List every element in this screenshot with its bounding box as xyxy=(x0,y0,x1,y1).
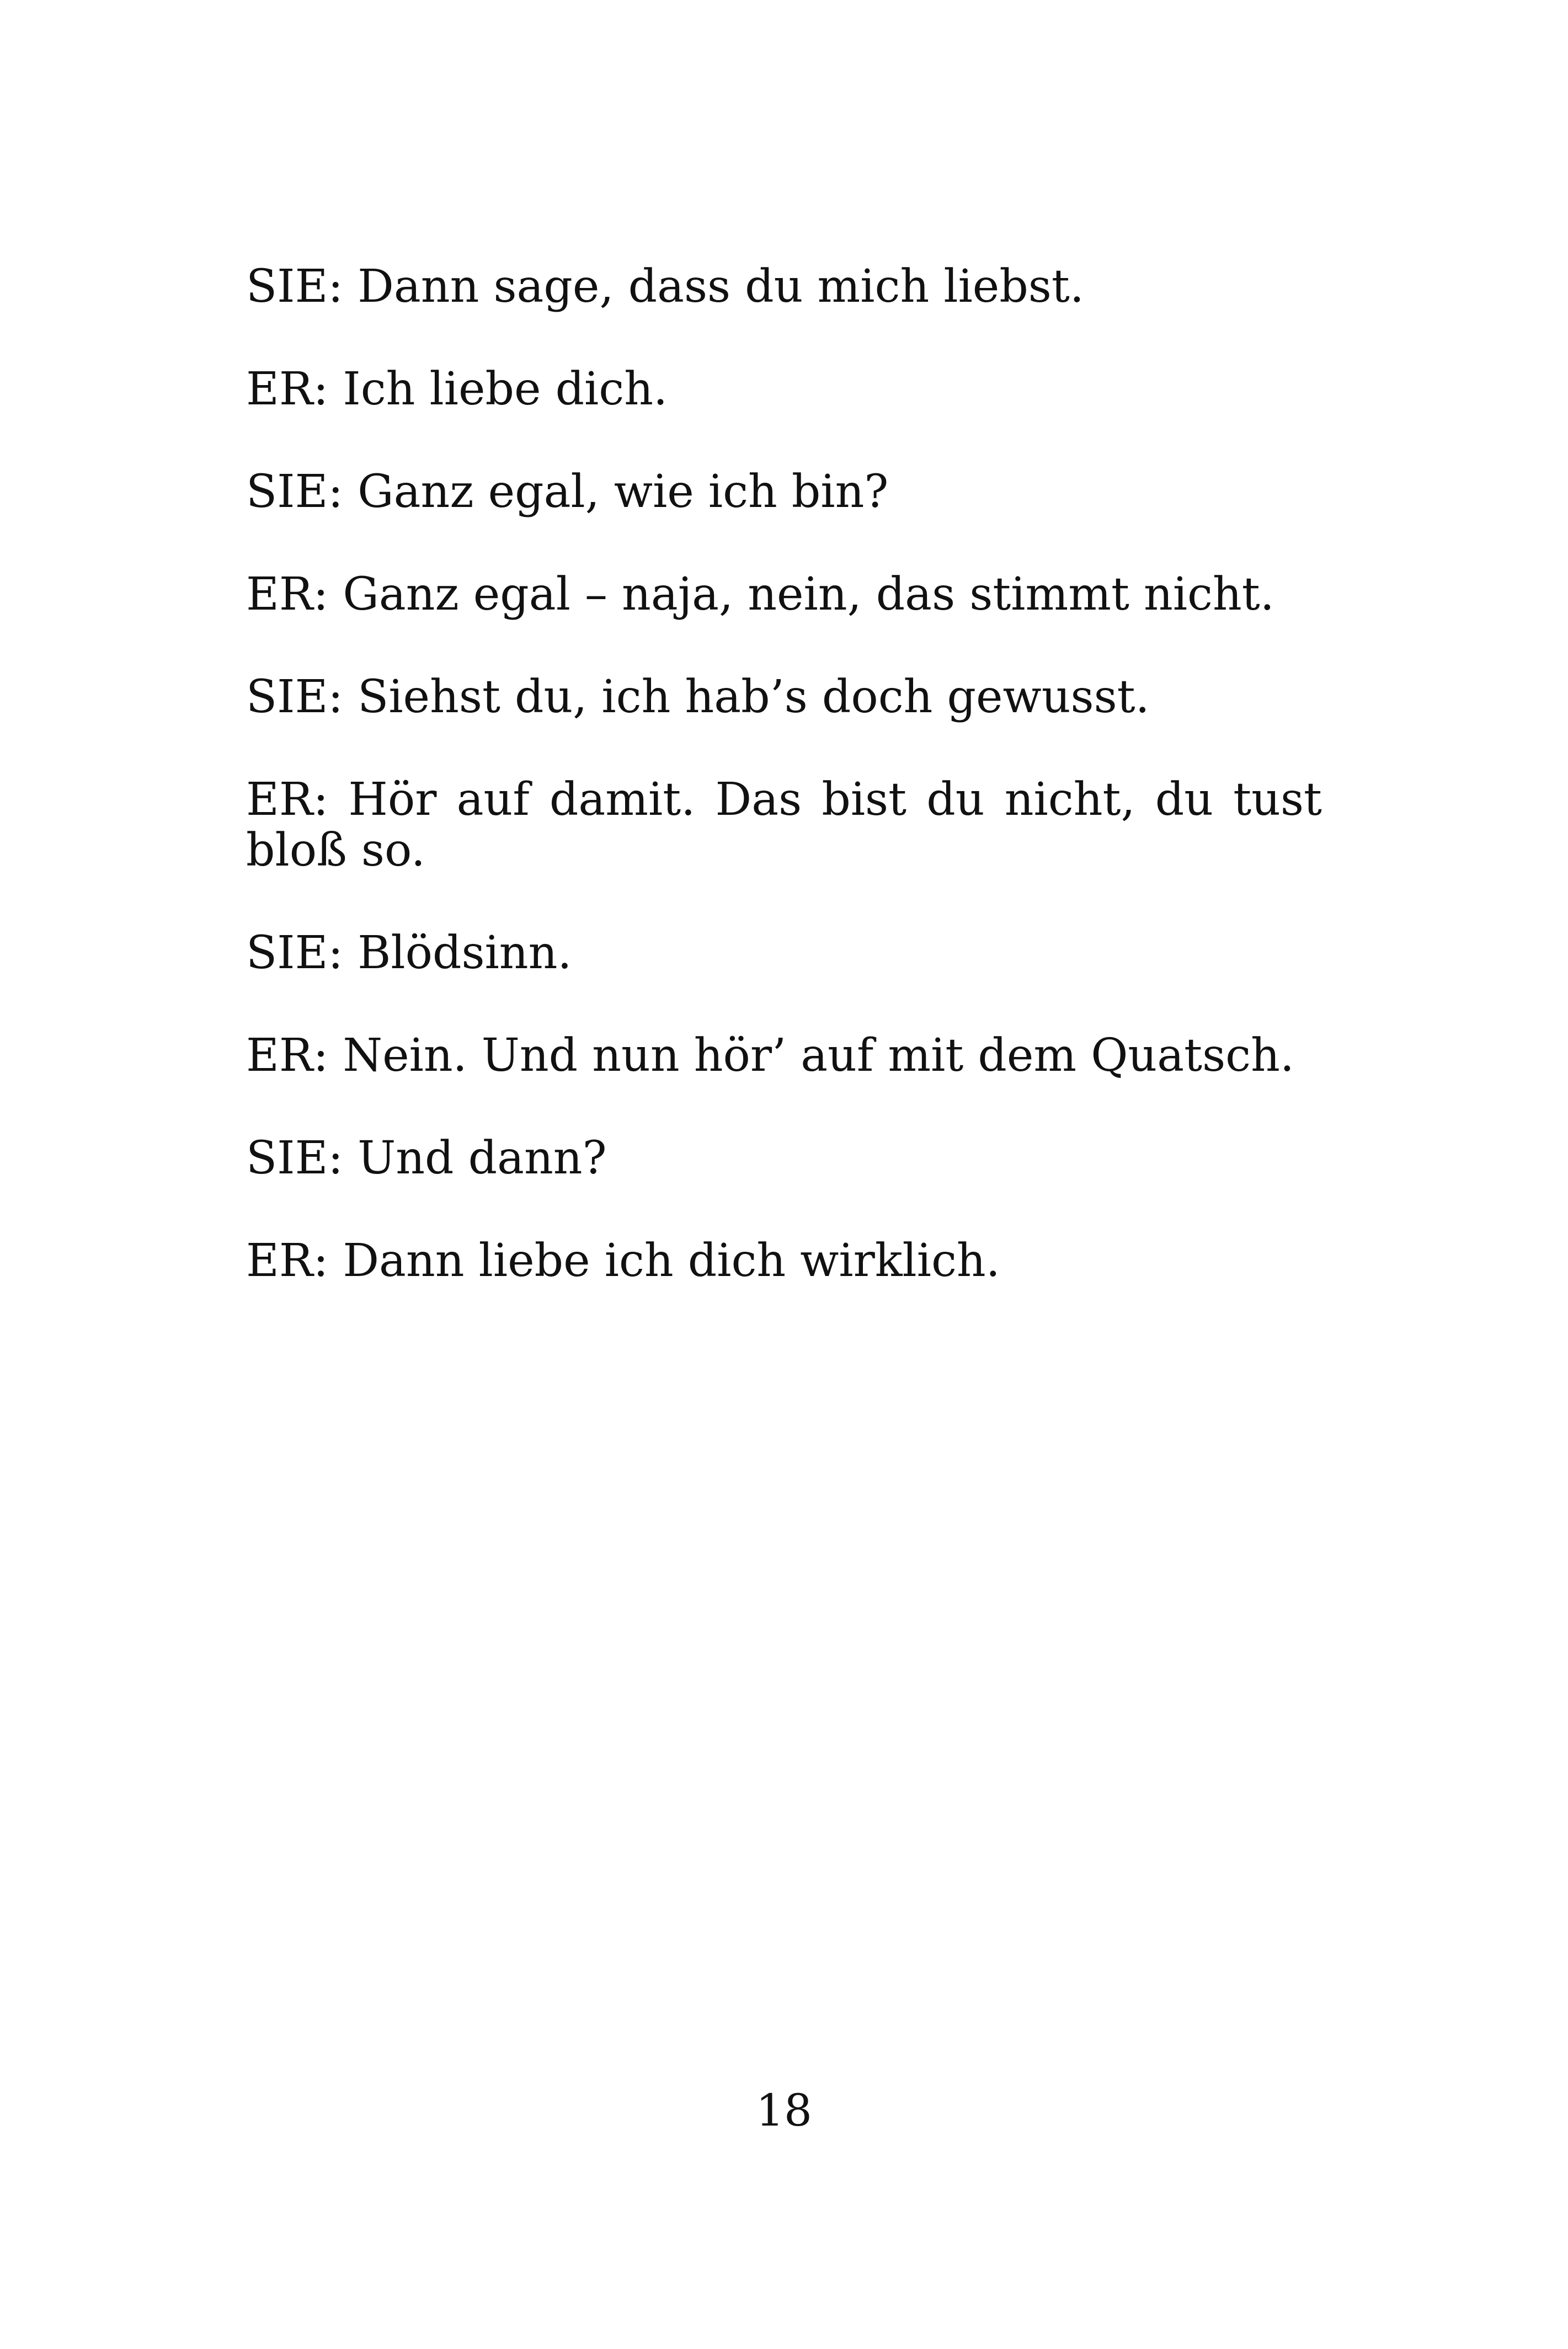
speaker-label: SIE: xyxy=(246,1132,344,1184)
dialogue-text: Hör auf damit. Das bist du nicht, du tust bloß so. xyxy=(246,773,1322,877)
speaker-label: ER: xyxy=(246,363,329,415)
dialogue-line xyxy=(246,1031,1322,1081)
dialogue-line xyxy=(246,1133,1322,1184)
dialogue-line xyxy=(246,467,1322,517)
dialogue-text: Dann sage, dass du mich liebst. xyxy=(358,260,1084,313)
dialogue-line xyxy=(246,1236,1322,1286)
speaker-label: SIE: xyxy=(246,671,344,723)
dialogue-line xyxy=(246,928,1322,979)
dialogue-line xyxy=(246,775,1322,876)
speaker-label: SIE: xyxy=(246,927,344,979)
page-number: 18 xyxy=(756,2085,812,2136)
dialogue-block xyxy=(246,261,1322,1338)
dialogue-line xyxy=(246,364,1322,415)
dialogue-text: Blödsinn. xyxy=(358,927,572,979)
speaker-label: ER: xyxy=(246,568,329,621)
dialogue-text: Ganz egal, wie ich bin? xyxy=(358,466,889,518)
speaker-label: ER: xyxy=(246,1235,329,1287)
dialogue-text: Siehst du, ich hab’s doch gewusst. xyxy=(358,671,1150,723)
speaker-label: ER: xyxy=(246,773,329,826)
dialogue-text: Nein. Und nun hör’ auf mit dem Quatsch. xyxy=(343,1029,1294,1082)
dialogue-text: Dann liebe ich dich wirklich. xyxy=(343,1235,1000,1287)
speaker-label: SIE: xyxy=(246,466,344,518)
dialogue-text: Ich liebe dich. xyxy=(343,363,668,415)
speaker-label: SIE: xyxy=(246,260,344,313)
dialogue-line xyxy=(246,569,1322,620)
dialogue-line xyxy=(246,261,1322,312)
speaker-label: ER: xyxy=(246,1029,329,1082)
dialogue-text: Und dann? xyxy=(358,1132,607,1184)
dialogue-line xyxy=(246,672,1322,723)
dialogue-text: Ganz egal – naja, nein, das stimmt nicht. xyxy=(343,568,1274,621)
